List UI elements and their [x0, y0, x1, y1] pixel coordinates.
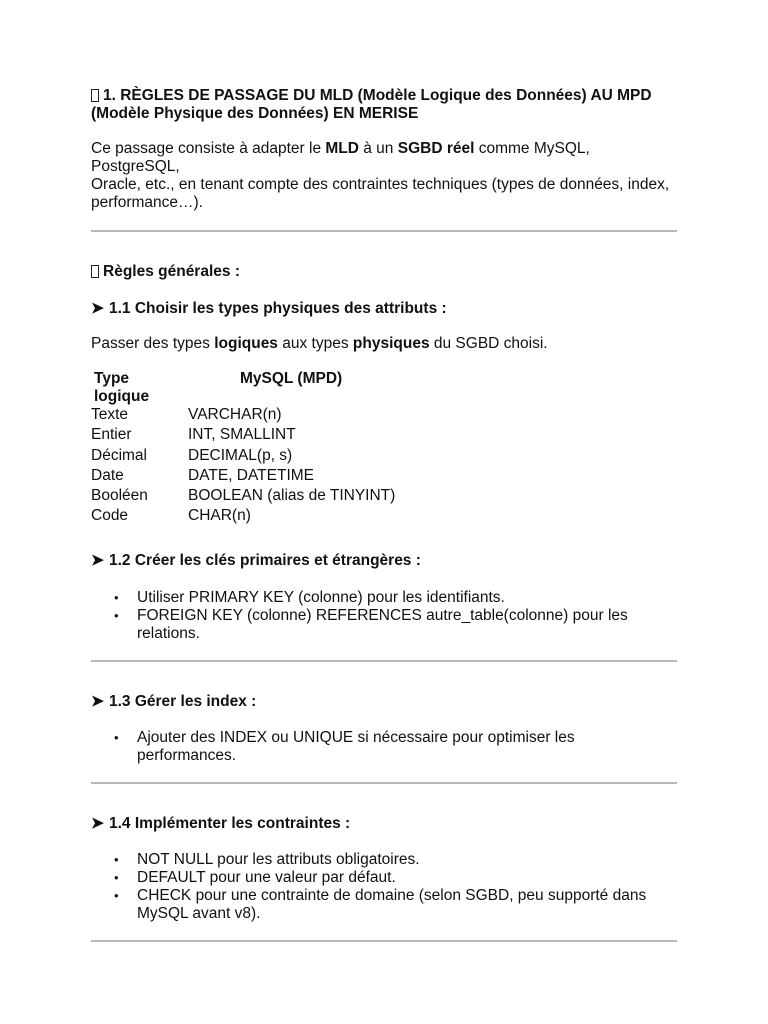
table-row	[91, 467, 395, 487]
text-run: Passer des types	[91, 335, 215, 352]
section-1-4-heading	[91, 815, 677, 833]
list-item: • FOREIGN KEY (colonne) REFERENCES autre_table(colonne) pour les relations.	[137, 607, 677, 643]
title-line-2: (Modèle Physique des Données) EN MERISE	[91, 105, 419, 122]
section-divider	[91, 782, 677, 784]
table-cell: INT, SMALLINT	[188, 426, 296, 444]
table-cell: Entier	[91, 426, 132, 444]
intro-mld: MLD	[325, 140, 359, 157]
arrow-icon: ➤	[91, 814, 104, 832]
section-divider	[91, 940, 677, 942]
section-1-3-title: 1.3 Gérer les index :	[109, 692, 257, 710]
section-1-4-title: 1.4 Implémenter les contraintes :	[109, 814, 351, 832]
table-cell: Booléen	[91, 487, 148, 505]
section-1-1-text	[91, 335, 677, 353]
table-cell: BOOLEAN (alias de TINYINT)	[188, 487, 396, 505]
list-item-line-2: MySQL avant v8).	[137, 904, 261, 922]
placeholder-box-icon	[91, 89, 99, 102]
section-1-3-heading	[91, 693, 677, 711]
table-header-row	[91, 370, 395, 406]
table-cell: Texte	[91, 406, 129, 423]
table-cell: VARCHAR(n)	[188, 406, 282, 423]
section-1-3-list	[91, 729, 677, 765]
list-item: • DEFAULT pour une valeur par défaut.	[137, 869, 677, 887]
arrow-icon: ➤	[91, 551, 104, 569]
table-row	[91, 406, 395, 426]
table-cell: Code	[91, 507, 129, 525]
list-item-line-1: CHECK pour une contrainte de domaine (selon SGBD, peu supporté dans	[137, 886, 647, 904]
type-mapping-table	[91, 370, 395, 528]
section-1-1-heading	[91, 300, 677, 318]
table-cell: DECIMAL(p, s)	[188, 446, 293, 464]
intro-line-3: performance…).	[91, 194, 203, 211]
list-item: • Ajouter des INDEX ou UNIQUE si nécessaire pour optimiser les performances.	[137, 729, 677, 765]
intro-sgbd: SGBD réel	[397, 140, 475, 157]
section-divider	[91, 660, 677, 662]
intro-text: Ce passage consiste à adapter le	[91, 140, 326, 157]
title-line-1: 1. RÈGLES DE PASSAGE DU MLD (Modèle Logique des Données) AU MPD	[103, 87, 652, 104]
table-cell: Décimal	[91, 446, 147, 464]
intro-paragraph	[91, 140, 677, 212]
table-cell: DATE, DATETIME	[188, 466, 315, 484]
section-1-2-title: 1.2 Créer les clés primaires et étrangères :	[109, 551, 421, 569]
table-cell: Date	[91, 466, 124, 484]
list-item	[137, 887, 677, 923]
section-divider	[91, 230, 677, 232]
table-cell: CHAR(n)	[188, 507, 251, 525]
text-bold: physiques	[352, 335, 430, 352]
list-item: • Utiliser PRIMARY KEY (colonne) pour les identifiants.	[137, 589, 677, 607]
section-1-4-list	[91, 851, 677, 923]
table-row	[91, 447, 395, 467]
general-rules-label: Règles générales :	[103, 263, 240, 280]
section-1-1-title: 1.1 Choisir les types physiques des attributs :	[109, 300, 447, 317]
header-mysql: MySQL (MPD)	[240, 370, 343, 387]
table-row	[91, 426, 395, 446]
header-type-logique: Type logique	[94, 370, 150, 405]
placeholder-box-icon	[91, 265, 99, 278]
text-run: du SGBD choisi.	[429, 335, 548, 352]
page-title	[91, 87, 677, 123]
intro-text: à un	[358, 140, 398, 157]
list-item: • NOT NULL pour les attributs obligatoires.	[137, 851, 677, 869]
arrow-icon: ➤	[91, 300, 104, 317]
intro-text: comme MySQL, PostgreSQL,	[91, 140, 590, 175]
section-1-2-list	[91, 589, 677, 643]
section-1-2-heading	[91, 552, 677, 570]
arrow-icon: ➤	[91, 692, 104, 710]
text-bold: logiques	[214, 335, 278, 352]
intro-line-2: Oracle, etc., en tenant compte des contraintes techniques (types de données, index,	[91, 176, 670, 193]
table-row	[91, 487, 395, 507]
general-rules-heading	[91, 263, 677, 281]
text-run: aux types	[277, 335, 353, 352]
document-content	[91, 87, 677, 942]
table-row	[91, 507, 395, 527]
